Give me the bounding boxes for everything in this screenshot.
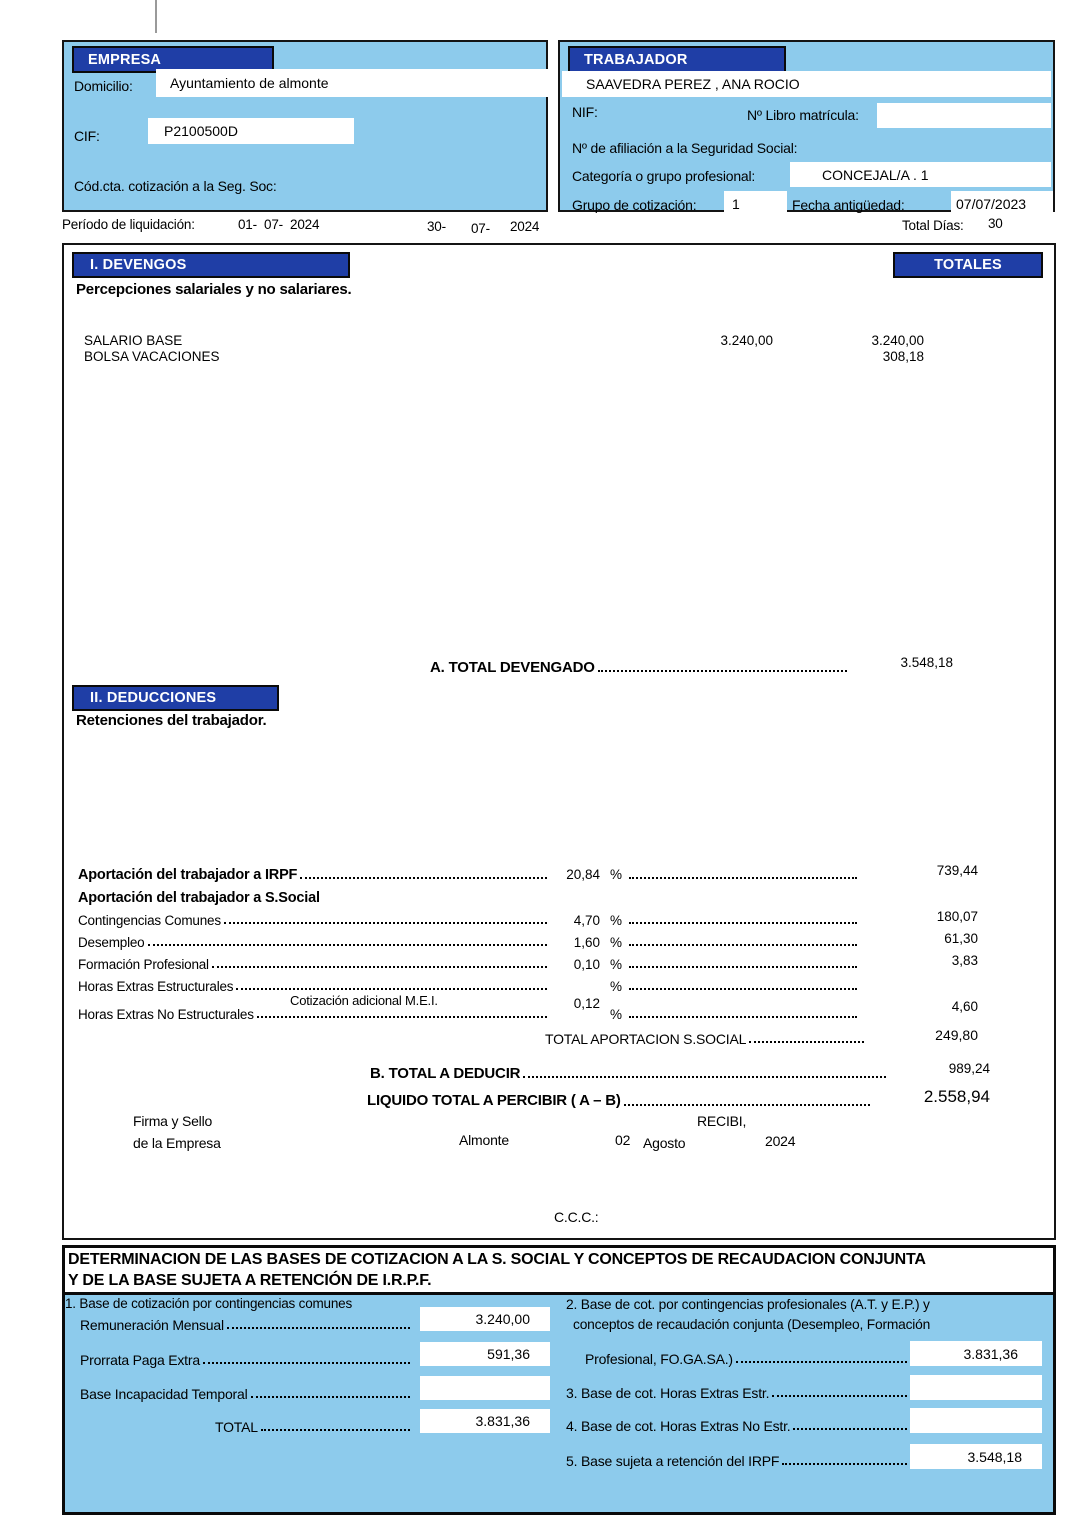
prorrata-value: 591,36: [487, 1346, 530, 1362]
base-extras-estr-label: 3. Base de cot. Horas Extras Estr.: [566, 1385, 770, 1401]
dotted-leader: [523, 1076, 886, 1078]
periodo-label: Período de liquidación:: [62, 217, 195, 232]
dotted-leader: [782, 1463, 907, 1465]
mei-value: 4,60: [951, 999, 978, 1014]
percent-sign: %: [610, 935, 623, 950]
dotted-leader: [624, 1104, 870, 1106]
total-ss-label: TOTAL APORTACION S.SOCIAL: [545, 1031, 747, 1047]
trabajador-panel: [558, 40, 1055, 212]
dotted-leader: [224, 922, 547, 924]
dotted-leader: [148, 944, 548, 946]
dotted-leader: [212, 966, 547, 968]
dotted-leader: [629, 1016, 857, 1018]
base-irpf-row: [566, 1453, 910, 1469]
deduccion-row: [78, 953, 978, 972]
bases-panel: [62, 1295, 1056, 1515]
percent-sign: %: [610, 913, 623, 928]
periodo-hasta-anio: 2024: [510, 219, 540, 234]
empresa-header-label: EMPRESA: [88, 51, 162, 68]
total-dias-label: Total Días:: [902, 218, 964, 233]
firma-sello-line1: Firma y Sello: [133, 1113, 213, 1129]
recibi-label: RECIBI,: [697, 1113, 747, 1129]
base-irpf-field: [910, 1444, 1042, 1469]
base-extras-noestr-row: [566, 1418, 910, 1434]
mei-pct: 0,12: [573, 996, 600, 1011]
base-extras-estr-row: [566, 1385, 910, 1401]
deduccion-row: [78, 1007, 978, 1022]
devengo-row: [84, 333, 924, 348]
percent-sign: %: [610, 979, 623, 994]
remuneracion-value: 3.240,00: [475, 1311, 530, 1327]
trabajador-nombre-field: [562, 71, 1051, 97]
fecha-antiguedad-label: Fecha antigüedad:: [792, 197, 905, 213]
base-extras-noestr-field: [910, 1408, 1042, 1433]
periodo-hasta-dia: 30-: [427, 219, 446, 234]
liquido-value: 2.558,94: [923, 1087, 990, 1106]
percent-sign: %: [610, 957, 623, 972]
prorrata-row: [80, 1352, 413, 1368]
total-deducir-value: 989,24: [948, 1061, 990, 1076]
cif-label: CIF:: [74, 128, 100, 144]
domicilio-value: Ayuntamiento de almonte: [170, 75, 329, 91]
categoria-value: CONCEJAL/A . 1: [822, 166, 929, 183]
trabajador-nombre: SAAVEDRA PEREZ , ANA ROCIO: [586, 76, 800, 92]
devengo-concepto: SALARIO BASE: [84, 333, 183, 348]
periodo-hasta-mes: 07-: [471, 221, 490, 236]
devengo-total: 308,18: [882, 349, 924, 364]
deduccion-label: Contingencias Comunes: [78, 913, 221, 928]
trabajador-header: [568, 46, 786, 73]
dotted-leader: [251, 1396, 410, 1398]
base-profesionales-line3: Profesional, FO.GA.SA.): [585, 1351, 733, 1367]
dotted-leader: [629, 966, 857, 968]
cif-field: [148, 118, 354, 144]
liquido-label: LIQUIDO TOTAL A PERCIBIR ( A – B): [367, 1092, 621, 1109]
base-profesionales-value: 3.831,36: [963, 1345, 1018, 1362]
deduccion-label: Desempleo: [78, 935, 145, 950]
base-total-row: [215, 1419, 413, 1435]
deducciones-header-label: II. DEDUCCIONES: [90, 690, 217, 706]
deduccion-row: [78, 909, 978, 928]
deduccion-pct: 1,60: [573, 935, 600, 950]
deducciones-header: [72, 685, 279, 711]
devengo-row: [84, 349, 924, 364]
prorrata-field: [420, 1342, 550, 1366]
deduccion-row: [78, 931, 978, 950]
devengo-total: 3.240,00: [871, 333, 924, 348]
categoria-field: [790, 162, 1051, 187]
cuenta-cotizacion-label: Cód.cta. cotización a la Seg. Soc:: [74, 178, 277, 194]
mei-label: Cotización adicional M.E.I.: [290, 993, 438, 1008]
base-contingencias-title: 1. Base de cotización por contingencias comunes: [65, 1296, 353, 1311]
percent-sign: %: [610, 1007, 623, 1022]
base-extras-estr-field: [910, 1375, 1042, 1400]
recibi-lugar: Almonte: [459, 1132, 509, 1148]
incapacidad-row: [80, 1386, 413, 1402]
total-devengado-row: [430, 655, 953, 676]
dotted-leader: [227, 1327, 410, 1329]
deduccion-value: 180,07: [936, 909, 978, 924]
libro-matricula-field: [877, 103, 1051, 128]
liquido-row: [367, 1087, 990, 1110]
dotted-leader: [300, 877, 547, 879]
base-irpf-value: 3.548,18: [967, 1448, 1022, 1465]
base-profesionales-field: [910, 1341, 1042, 1366]
devengos-header-label: I. DEVENGOS: [90, 257, 187, 273]
dotted-leader: [772, 1395, 907, 1397]
grupo-cotizacion-field: [724, 191, 787, 216]
nif-label: NIF:: [572, 104, 598, 120]
irpf-row: [78, 863, 978, 883]
trabajador-header-label: TRABAJADOR: [584, 51, 688, 68]
total-devengado-value: 3.548,18: [900, 655, 953, 670]
devengo-importe: 3.240,00: [720, 333, 773, 348]
base-extras-noestr-label: 4. Base de cot. Horas Extras No Estr.: [566, 1418, 791, 1434]
dotted-leader: [736, 1361, 907, 1363]
base-total-value: 3.831,36: [475, 1413, 530, 1429]
totales-header: [893, 252, 1043, 278]
deduccion-value: 61,30: [944, 931, 978, 946]
dotted-leader: [629, 922, 857, 924]
irpf-label: Aportación del trabajador a IRPF: [78, 867, 298, 883]
periodo-desde: 01- 07- 2024: [238, 217, 320, 232]
total-ss-value: 249,80: [935, 1027, 978, 1043]
base-total-field: [420, 1409, 550, 1433]
base-total-label: TOTAL: [215, 1419, 258, 1435]
dotted-leader: [629, 988, 857, 990]
grupo-cotizacion-value: 1: [732, 195, 740, 212]
grupo-cotizacion-label: Grupo de cotización:: [572, 197, 697, 213]
prorrata-label: Prorrata Paga Extra: [80, 1352, 200, 1368]
remuneracion-label: Remuneración Mensual: [80, 1317, 224, 1333]
deduccion-row: [78, 979, 978, 994]
bases-title-line2: Y DE LA BASE SUJETA A RETENCIÓN DE I.R.P.F.: [68, 1272, 432, 1290]
dotted-leader: [261, 1429, 410, 1431]
fecha-antiguedad-field: [951, 191, 1053, 216]
dotted-leader: [629, 944, 857, 946]
ss-header: Aportación del trabajador a S.Social: [78, 890, 320, 906]
empresa-panel: [62, 40, 548, 212]
recibi-anio: 2024: [765, 1133, 796, 1149]
remuneracion-row: [80, 1317, 413, 1333]
total-dias-value: 30: [988, 216, 1003, 231]
dotted-leader: [257, 1016, 547, 1018]
base-profesionales-row: [585, 1351, 910, 1367]
categoria-label: Categoría o grupo profesional:: [572, 168, 756, 184]
dotted-leader: [598, 670, 847, 672]
libro-matricula-label: Nº Libro matrícula:: [747, 107, 859, 123]
incapacidad-field: [420, 1376, 550, 1400]
deduccion-value: 3,83: [951, 953, 978, 968]
recibi-dia: 02: [615, 1132, 631, 1148]
scan-artifact-line: [155, 0, 157, 33]
base-irpf-label: 5. Base sujeta a retención del IRPF: [566, 1453, 780, 1469]
deduccion-label: Horas Extras No Estructurales: [78, 1007, 254, 1022]
dotted-leader: [236, 988, 547, 990]
cif-value: P2100500D: [164, 123, 238, 139]
bases-title-line1: DETERMINACION DE LAS BASES DE COTIZACION A LA S. SOCIAL Y CONCEPTOS DE RECAUDACION CONJUNTA: [68, 1251, 926, 1268]
dotted-leader: [793, 1428, 907, 1430]
deduccion-pct: 4,70: [573, 913, 600, 928]
percepciones-subtitle: Percepciones salariales y no salariares.: [76, 281, 352, 298]
deduccion-pct: 0,10: [573, 957, 600, 972]
fecha-antiguedad-value: 07/07/2023: [956, 195, 1027, 212]
irpf-pct: 20,84: [566, 867, 600, 882]
ccc-label: C.C.C.:: [554, 1209, 599, 1225]
domicilio-label: Domicilio:: [74, 78, 133, 94]
total-ss-row: [545, 1027, 978, 1047]
dotted-leader: [629, 877, 857, 879]
deduccion-label: Horas Extras Estructurales: [78, 979, 234, 994]
devengo-concepto: BOLSA VACACIONES: [84, 349, 220, 364]
deduccion-label: Formación Profesional: [78, 957, 209, 972]
firma-sello-line2: de la Empresa: [133, 1135, 221, 1151]
incapacidad-label: Base Incapacidad Temporal: [80, 1386, 248, 1402]
base-profesionales-line2: conceptos de recaudación conjunta (Desempleo, Formación: [573, 1317, 931, 1332]
devengos-header: [72, 252, 350, 278]
remuneracion-field: [420, 1307, 550, 1331]
domicilio-field: [156, 69, 548, 97]
total-devengado-label: A. TOTAL DEVENGADO: [430, 659, 595, 676]
afiliacion-label: Nº de afiliación a la Seguridad Social:: [572, 140, 798, 156]
dotted-leader: [203, 1362, 410, 1364]
liquidacion-main-box: [62, 243, 1056, 1240]
total-deducir-label: B. TOTAL A DEDUCIR: [370, 1065, 521, 1082]
recibi-mes: Agosto: [643, 1135, 686, 1151]
base-profesionales-line1: 2. Base de cot. por contingencias profesionales (A.T. y E.P.) y: [566, 1297, 930, 1312]
totales-header-label: TOTALES: [934, 257, 1002, 273]
total-deducir-row: [370, 1061, 990, 1082]
bases-title-box: [62, 1245, 1056, 1295]
percent-sign: %: [610, 867, 623, 882]
dotted-leader: [749, 1041, 864, 1043]
retenciones-subtitle: Retenciones del trabajador.: [76, 712, 267, 729]
irpf-value: 739,44: [936, 863, 978, 878]
